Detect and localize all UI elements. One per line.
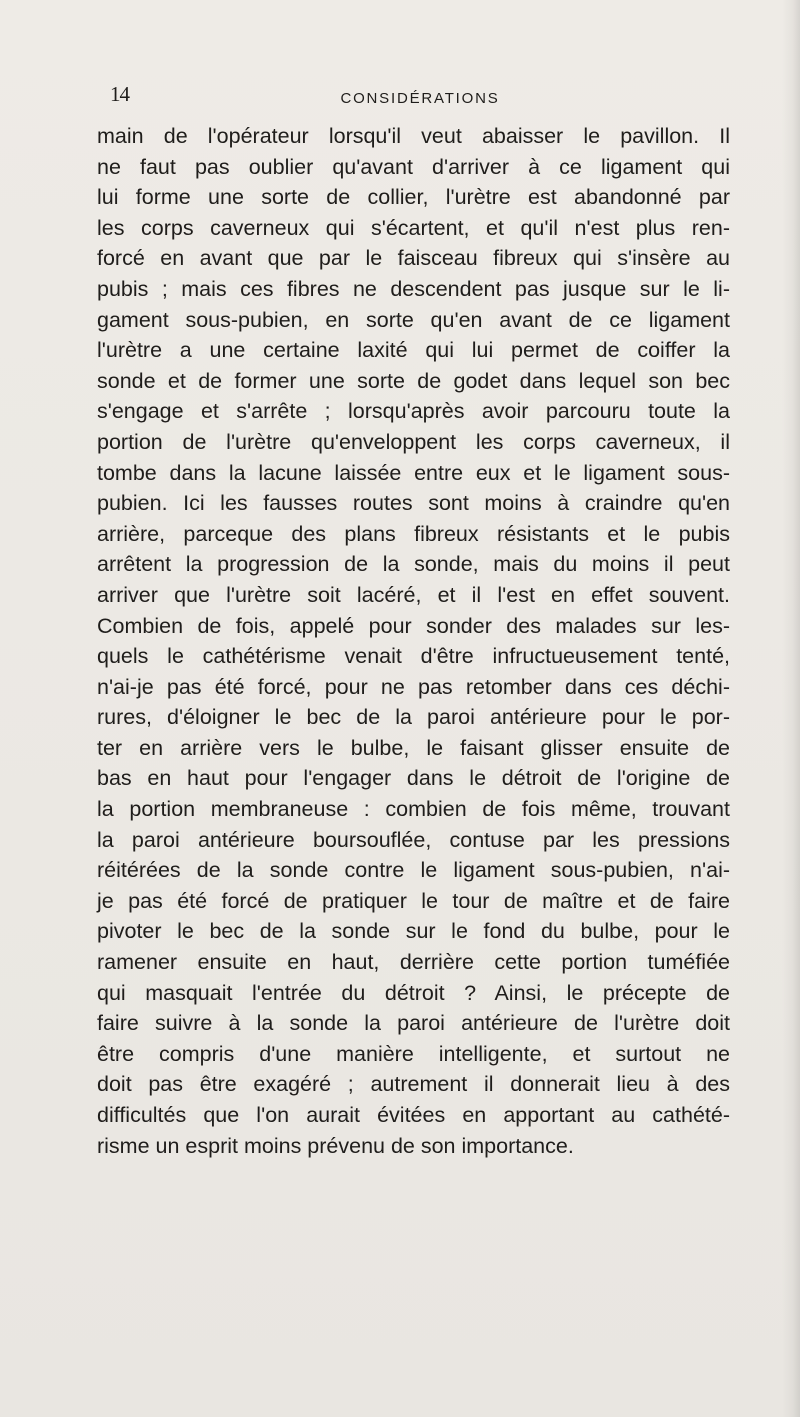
text-line: difficultés que l'on aurait évitées en apportant au cathété-	[97, 1103, 730, 1127]
text-line: réitérées de la sonde contre le ligament sous-pubien, n'ai-	[97, 858, 730, 883]
text-line: faire suivre à la sonde la paroi antérieure de l'urètre doit	[97, 1011, 730, 1036]
text-line: pubis ; mais ces fibres ne descendent pas jusque sur le li-	[97, 276, 730, 301]
text-line: gament sous-pubien, en sorte qu'en avant de ce ligament	[97, 307, 730, 332]
text-line: s'engage et s'arrête ; lorsqu'après avoir parcouru toute la	[97, 399, 730, 424]
text-line: être compris d'une manière intelligente, et surtout ne	[97, 1041, 730, 1066]
text-line: arriver que l'urètre soit lacéré, et il l'est en effet souvent.	[97, 582, 730, 607]
text-line: forcé en avant que par le faisceau fibreux qui s'insère au	[97, 246, 730, 271]
body-text	[97, 121, 730, 1161]
text-line: main de l'opérateur lorsqu'il veut abaisser le pavillon. Il	[97, 124, 730, 148]
text-line: Combien de fois, appelé pour sonder des malades sur les-	[97, 613, 730, 638]
text-line: qui masquait l'entrée du détroit ? Ainsi, le précepte de	[97, 980, 730, 1005]
page-number: 14	[110, 82, 129, 106]
text-line: lui forme une sorte de collier, l'urètre est abandonné par	[97, 185, 730, 210]
text-line: bas en haut pour l'engager dans le détroit de l'origine de	[97, 766, 730, 791]
text-line: je pas été forcé de pratiquer le tour de maître et de faire	[97, 888, 730, 913]
text-line: doit pas être exagéré ; autrement il donnerait lieu à des	[97, 1072, 730, 1097]
text-line: pubien. Ici les fausses routes sont moins à craindre qu'en	[97, 491, 730, 516]
text-line: les corps caverneux qui s'écartent, et qu'il n'est plus ren-	[97, 215, 730, 240]
text-line: portion de l'urètre qu'enveloppent les corps caverneux, il	[97, 429, 730, 454]
page-edge-shadow	[782, 0, 800, 1417]
text-line: pivoter le bec de la sonde sur le fond du bulbe, pour le	[97, 919, 730, 944]
text-line: ter en arrière vers le bulbe, le faisant glisser ensuite de	[97, 735, 730, 760]
text-line: ramener ensuite en haut, derrière cette portion tuméfiée	[97, 950, 730, 975]
text-line: quels le cathétérisme venait d'être infructueusement tenté,	[97, 644, 730, 669]
running-head	[110, 82, 730, 112]
text-line: arrière, parceque des plans fibreux résistants et le pubis	[97, 521, 730, 546]
text-line: tombe dans la lacune laissée entre eux et le ligament sous-	[97, 460, 730, 485]
text-line: n'ai-je pas été forcé, pour ne pas retomber dans ces déchi-	[97, 674, 730, 699]
text-line: ne faut pas oublier qu'avant d'arriver à ce ligament qui	[97, 154, 730, 179]
text-line: la paroi antérieure boursouflée, contuse par les pressions	[97, 827, 730, 852]
text-line: risme un esprit moins prévenu de son importance.	[97, 1133, 574, 1158]
running-title: CONSIDÉRATIONS	[340, 90, 500, 107]
text-line: la portion membraneuse : combien de fois même, trouvant	[97, 797, 730, 822]
text-line: arrêtent la progression de la sonde, mais du moins il peut	[97, 552, 730, 577]
text-line: rures, d'éloigner le bec de la paroi antérieure pour le por-	[97, 705, 730, 730]
text-line: sonde et de former une sorte de godet dans lequel son bec	[97, 368, 730, 393]
text-line: l'urètre a une certaine laxité qui lui permet de coiffer la	[97, 338, 730, 363]
